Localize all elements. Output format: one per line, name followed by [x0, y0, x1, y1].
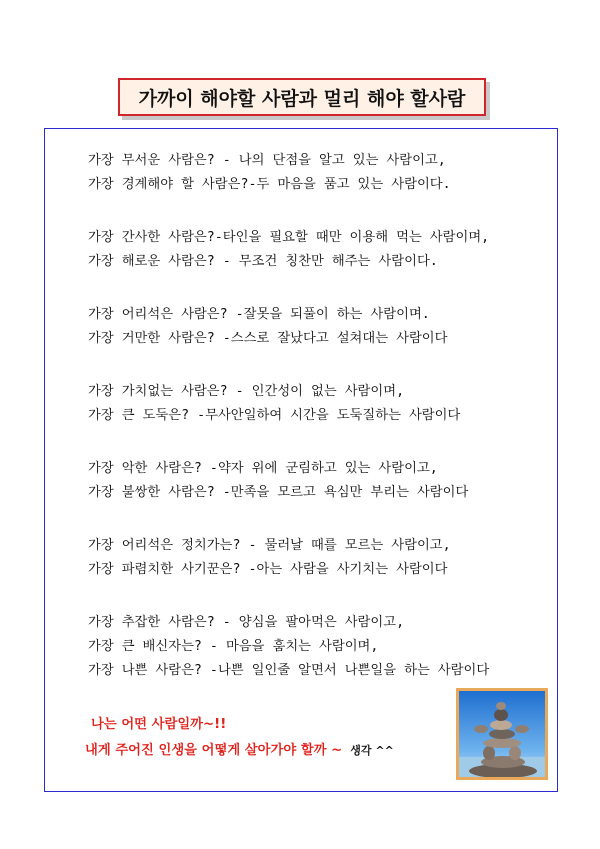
section-6: [88, 534, 528, 582]
body-text: [88, 149, 528, 712]
text-line: 가장 간사한 사람은?-타인을 필요할 때만 이용해 먹는 사람이며,: [88, 230, 490, 245]
section-1: [88, 149, 528, 197]
text-line: 가장 나쁜 사람은? -나쁜 일인줄 알면서 나쁜일을 하는 사람이다: [88, 663, 490, 678]
text-line: 가장 가치없는 사람은? - 인간성이 없는 사람이며,: [88, 384, 405, 399]
text-line: 가장 파렴치한 사기꾼은? -아는 사람을 사기치는 사람이다: [88, 562, 448, 577]
page-title: 가까이 해야할 사람과 멀리 해야 할사람: [138, 87, 466, 110]
text-line: 가장 어리석은 정치가는? - 물러날 때를 모르는 사람이고,: [88, 538, 451, 553]
text-line: 가장 해로운 사람은? - 무조건 칭찬만 해주는 사람이다.: [88, 254, 438, 269]
stacked-stones-image: [456, 688, 548, 780]
text-line: 가장 큰 도둑은? -무사안일하여 시간을 도둑질하는 사람이다: [88, 408, 461, 423]
closing-note: 생각 ^^: [350, 744, 394, 757]
text-line: 가장 무서운 사람은? - 나의 단점을 알고 있는 사람이고,: [88, 153, 446, 168]
text-line: 가장 어리석은 사람은? -잘못을 되풀이 하는 사람이며.: [88, 307, 430, 322]
closing-text: [85, 712, 465, 764]
closing-line-2-text: 내게 주어진 인생을 어떻게 살아가야 할까 ~: [85, 743, 343, 758]
text-line: 가장 불쌍한 사람은? -만족을 모르고 욕심만 부리는 사람이다: [88, 485, 469, 500]
section-4: [88, 380, 528, 428]
stacked-stones-illustration: [459, 691, 545, 777]
section-3: [88, 303, 528, 351]
closing-line-1: 나는 어떤 사람일까~!!: [91, 717, 227, 732]
text-line: 가장 큰 배신자는? - 마음을 훔치는 사람이며,: [88, 639, 379, 654]
section-2: [88, 226, 528, 274]
closing-line-2: [85, 738, 465, 764]
text-line: 가장 추잡한 사람은? - 양심을 팔아먹은 사람이고,: [88, 615, 405, 630]
text-line: 가장 악한 사람은? -약자 위에 군림하고 있는 사람이고,: [88, 461, 438, 476]
section-5: [88, 457, 528, 505]
section-7: [88, 611, 528, 683]
title-box: [118, 78, 486, 116]
text-line: 가장 경계해야 할 사람은?-두 마음을 품고 있는 사람이다.: [88, 177, 451, 192]
text-line: 가장 거만한 사람은? -스스로 잘났다고 설쳐대는 사람이다: [88, 331, 448, 346]
